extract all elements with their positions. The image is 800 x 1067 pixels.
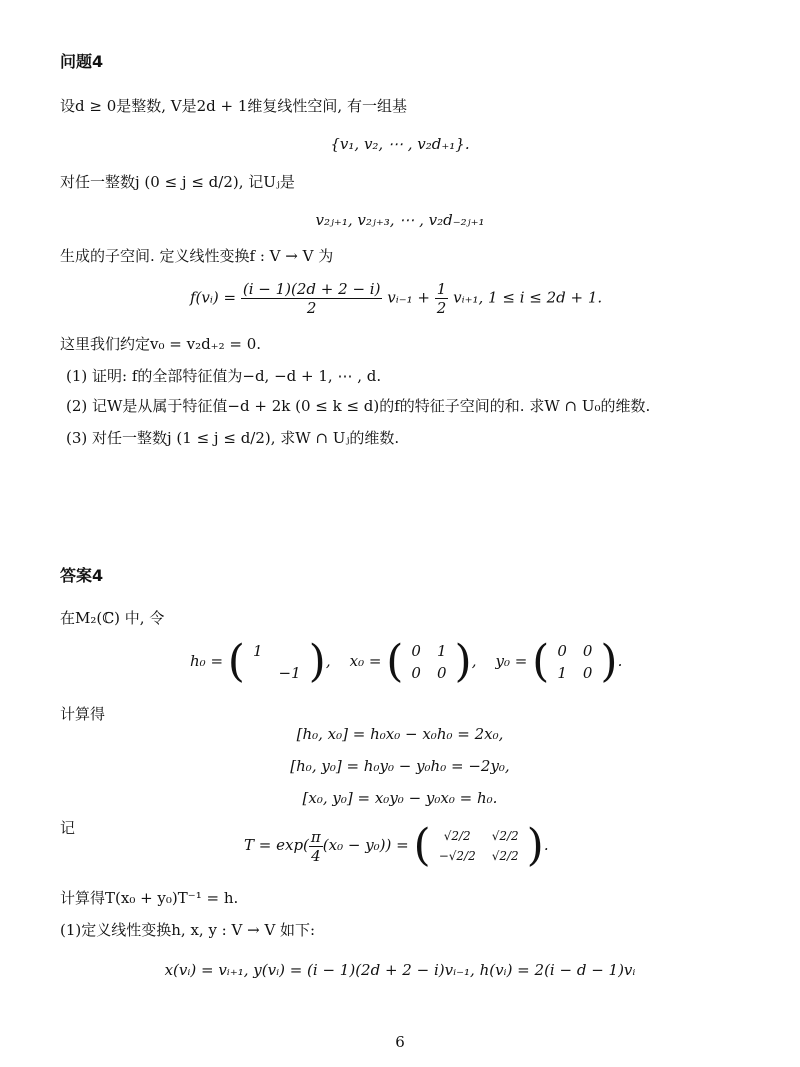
commutator-3: [x₀, y₀] = x₀y₀ − y₀x₀ = h₀.: [302, 789, 498, 807]
matrix-cell: 0: [411, 664, 421, 682]
y0-matrix: [549, 640, 600, 684]
problem-line-1: 设d ≥ 0是整数, V是2d + 1维复线性空间, 有一组基: [60, 97, 407, 115]
matrix-cell: 0: [436, 664, 447, 682]
matrix-cell: [271, 640, 309, 662]
question-1: (1) 证明: f的全部特征值为−d, −d + 1, ⋯ , d.: [66, 367, 382, 385]
matrices-row: h₀ = ( 1 −1 ), x₀ = ( 0 1 0 0 ), y₀ = ( 0 0 1 0 ).: [190, 636, 623, 687]
linear-maps-definition: x(vᵢ) = vᵢ₊₁, y(vᵢ) = (i − 1)(2d + 2 − i)vᵢ₋₁, h(vᵢ) = 2(i − d − 1)vᵢ: [164, 961, 636, 979]
x0-matrix: [403, 640, 454, 684]
matrix-cell: 1: [436, 642, 447, 660]
T-definition: T = exp( $\frac{\pi}{4}$ (x₀ − y₀)) = ( √2/2 √2/2 −√2/2 √2/2 ).: [244, 820, 549, 871]
answer-line-5: (1)定义线性变换h, x, y : V → V 如下:: [60, 921, 316, 939]
fraction-2-numerator: 1: [436, 280, 447, 298]
problem-line-3: 生成的子空间. 定义线性变换f : V → V 为: [60, 247, 334, 265]
formula-fraction-2: [435, 280, 449, 317]
pi-numerator: π: [310, 827, 321, 846]
question-3: (3) 对任一整数j (1 ≤ j ≤ d/2), 求W ∩ Uⱼ的维数.: [66, 429, 400, 447]
problem-title: 问题4: [60, 52, 104, 71]
matrix-cell: √2/2: [443, 829, 471, 843]
formula-fraction-1: [241, 280, 383, 317]
matrix-cell: √2/2: [491, 829, 519, 843]
commutator-1: [h₀, x₀] = h₀x₀ − x₀h₀ = 2x₀,: [296, 725, 504, 743]
definition-formula: [190, 280, 602, 317]
T-lhs: T = exp(: [244, 836, 309, 854]
fraction-1-denominator: 2: [306, 299, 317, 317]
page-number: 6: [395, 1033, 405, 1051]
pi-denominator: 4: [311, 846, 321, 865]
formula-rhs: vᵢ₊₁, 1 ≤ i ≤ 2d + 1.: [453, 288, 603, 307]
x0-label: x₀ =: [349, 652, 382, 670]
commutator-2: [h₀, y₀] = h₀y₀ − y₀h₀ = −2y₀,: [290, 757, 510, 775]
problem-line-4: 这里我们约定v₀ = v₂d₊₂ = 0.: [60, 335, 262, 353]
formula-lhs: f(vᵢ) =: [190, 288, 237, 307]
matrix-cell: −√2/2: [438, 849, 476, 863]
answer-line-T: 计算得T(x₀ + y₀)T⁻¹ = h.: [60, 889, 239, 907]
question-2: (2) 记W是从属于特征值−d + 2k (0 ≤ k ≤ d)的f的特征子空间的和. 求W ∩ U₀的维数.: [66, 397, 651, 415]
pi-over-4: [309, 828, 323, 865]
T-matrix: [431, 826, 527, 866]
matrix-cell: 0: [582, 642, 593, 660]
answer-line-1: 在M₂(ℂ) 中, 令: [60, 609, 165, 627]
ji-label: 记: [60, 819, 76, 837]
fraction-1-numerator: (i − 1)(2d + 2 − i): [242, 280, 381, 298]
span-vectors: v₂ⱼ₊₁, v₂ⱼ₊₃, ⋯ , v₂d₋₂ⱼ₊₁: [315, 211, 485, 229]
h0-label: h₀ =: [190, 652, 224, 670]
matrix-cell: 1: [252, 642, 263, 660]
matrix-cell: −1: [278, 664, 301, 682]
problem-line-2: 对任一整数j (0 ≤ j ≤ d/2), 记Uⱼ是: [60, 173, 295, 191]
calc-label: 计算得: [60, 705, 106, 723]
T-mid: (x₀ − y₀)) =: [322, 836, 409, 854]
formula-mid: vᵢ₋₁ +: [387, 288, 430, 307]
matrix-cell: 0: [557, 642, 567, 660]
answer-title: 答案4: [60, 566, 104, 585]
matrix-cell: √2/2: [491, 849, 519, 863]
h0-matrix: [245, 640, 309, 684]
basis-set: {v₁, v₂, ⋯ , v₂d₊₁}.: [330, 135, 470, 153]
matrix-cell: 1: [557, 664, 567, 682]
matrix-cell: 0: [411, 642, 421, 660]
matrix-cell: 0: [582, 664, 593, 682]
fraction-2-denominator: 2: [436, 299, 447, 317]
matrix-cell: [245, 662, 271, 684]
y0-label: y₀ =: [495, 652, 528, 670]
